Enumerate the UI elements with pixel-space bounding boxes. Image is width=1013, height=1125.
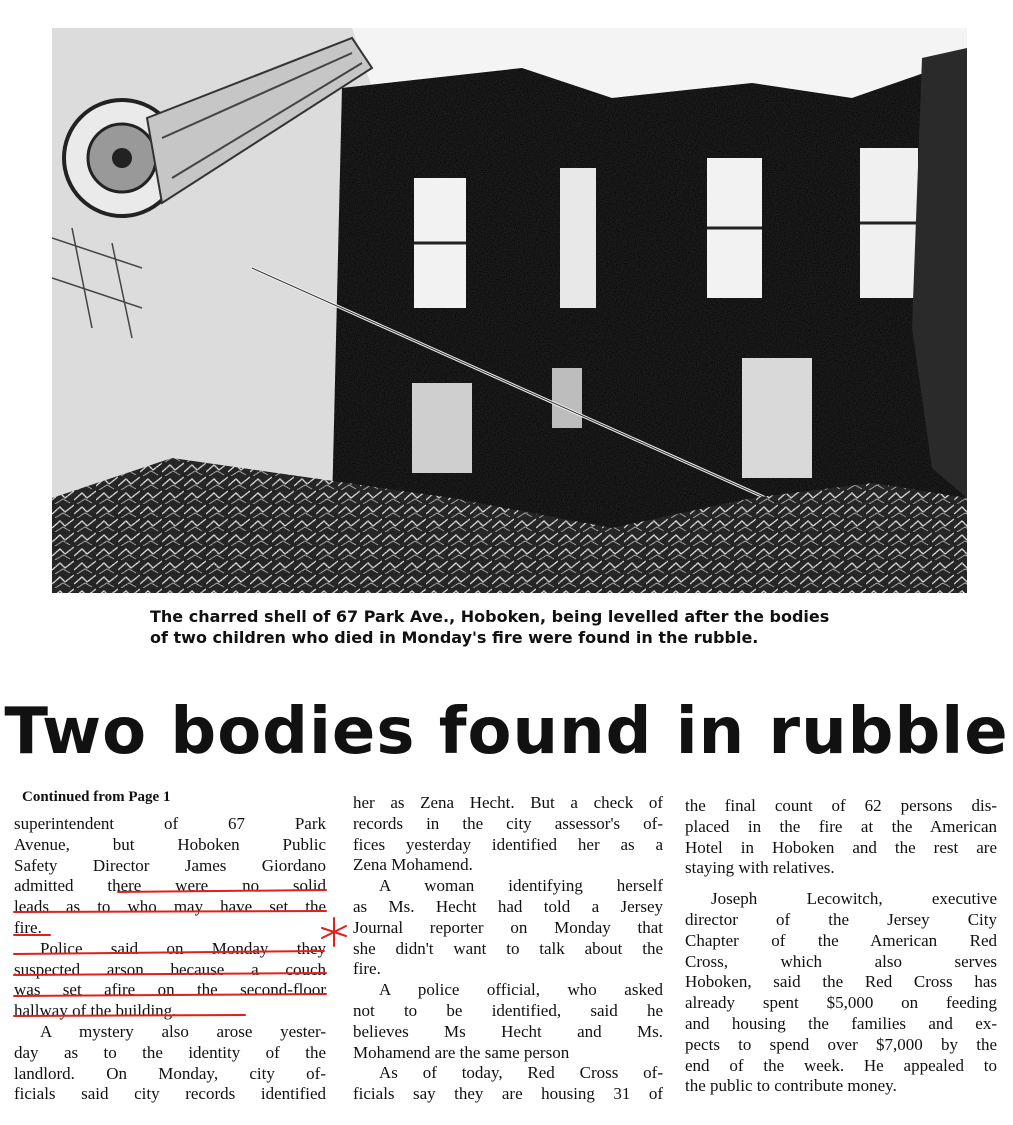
text-line: hallway of the building. xyxy=(14,1001,177,1021)
text-line: A police official, who asked xyxy=(379,980,663,1000)
text-line: the final count of 62 persons dis- xyxy=(685,796,997,815)
text-line: ficials said city records identified xyxy=(14,1084,326,1104)
headline: Two bodies found in rubble xyxy=(4,695,1009,769)
text-line: Cross, which also serves xyxy=(685,951,997,971)
text-line: superintendent of 67 Park xyxy=(14,814,326,833)
text-line: A woman identifying herself xyxy=(379,876,663,896)
text-line: staying with relatives. xyxy=(685,858,835,878)
article-column-1 xyxy=(14,814,326,1105)
text-line: Police said on Monday they xyxy=(40,938,326,958)
photo-caption: The charred shell of 67 Park Ave., Hoboken, being levelled after the bodies of two children who died in Monday's fire were found in the rubble. xyxy=(150,607,830,647)
text-line: not to be identified, said he xyxy=(353,1000,663,1020)
text-line: Hoboken, said the Red Cross has xyxy=(685,972,997,992)
text-line: ficials say they are housing 31 of xyxy=(353,1084,663,1104)
text-line: placed in the fire at the American xyxy=(685,816,997,836)
text-line: Hotel in Hoboken and the rest are xyxy=(685,837,997,857)
text-line: Avenue, but Hoboken Public xyxy=(14,834,326,854)
text-line: Chapter of the American Red xyxy=(685,930,997,950)
text-line: landlord. On Monday, city of- xyxy=(14,1063,326,1083)
article-column-2 xyxy=(353,793,663,1105)
text-line: day as to the identity of the xyxy=(14,1042,326,1062)
text-line: end of the week. He appealed to xyxy=(685,1055,997,1075)
text-line: already spent $5,000 on feeding xyxy=(685,993,997,1013)
paragraph-gap xyxy=(685,879,997,889)
text-line: believes Ms Hecht and Ms. xyxy=(353,1021,663,1041)
text-line: fire. xyxy=(353,959,381,979)
article-column-3 xyxy=(685,796,997,1097)
text-line: pects to spend over $7,000 by the xyxy=(685,1034,997,1054)
text-line: her as Zena Hecht. But a check of xyxy=(353,793,663,812)
text-line: records in the city assessor's of- xyxy=(353,813,663,833)
text-line: Journal reporter on Monday that xyxy=(353,917,663,937)
text-line: Safety Director James Giordano xyxy=(14,855,326,875)
text-line: Joseph Lecowitch, executive xyxy=(711,889,997,909)
text-line: director of the Jersey City xyxy=(685,909,997,929)
text-line: admitted there were no solid xyxy=(14,876,326,896)
news-photo xyxy=(52,28,967,593)
text-line: Zena Mohamend. xyxy=(353,855,473,875)
continued-label: Continued from Page 1 xyxy=(22,789,171,805)
text-line: the public to contribute money. xyxy=(685,1076,897,1096)
text-line: leads as to who may have set the xyxy=(14,897,326,917)
text-line: A mystery also arose yester- xyxy=(40,1021,326,1041)
text-line: suspected arson because a couch xyxy=(14,959,326,979)
text-line: As of today, Red Cross of- xyxy=(379,1063,663,1083)
text-line: as Ms. Hecht had told a Jersey xyxy=(353,896,663,916)
text-line: was set afire on the second-floor xyxy=(14,980,326,1000)
text-line: fire. xyxy=(14,917,42,937)
text-line: she didn't want to talk about the xyxy=(353,938,663,958)
text-line: fices yesterday identified her as a xyxy=(353,834,663,854)
text-line: Mohamend are the same person xyxy=(353,1042,570,1062)
text-line: and housing the families and ex- xyxy=(685,1013,997,1033)
